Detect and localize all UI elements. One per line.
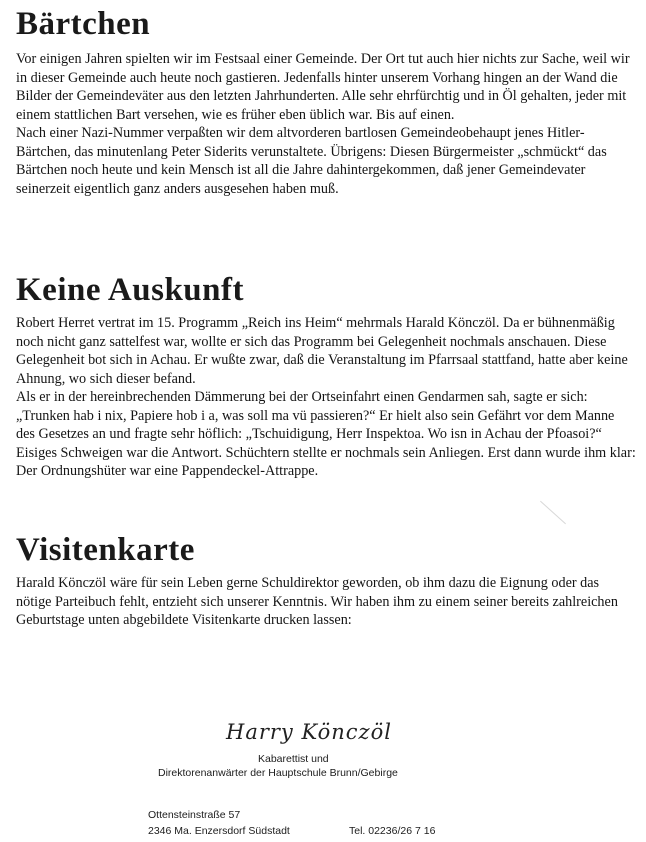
card-city: 2346 Ma. Enzersdorf Südstadt [148, 825, 290, 837]
scan-artifact-line [540, 501, 566, 524]
card-role-line-2: Direktorenanwärter der Hauptschule Brunn/Gebirge [158, 767, 398, 779]
paragraph: Nach einer Nazi-Nummer verpaßten wir dem altvorderen bartlosen Gemeindeobehaupt jenes Hitler-Bärtchen, das minutenlang Peter Siderits verunstaltete. Übrigens: Diesen Bürgermeister „schmückt“ das Bärtchen noch heute und kein Mensch ist all die Jahre dahintergekommen, daß jener Gemeindevater seinerzeit eigentlich ganz anders ausgesehen haben muß. [16, 125, 607, 197]
paragraph: Harald Könczöl wäre für sein Leben gerne Schuldirektor geworden, ob ihm dazu die Eignung oder das nötige Parteibuch fehlt, entzieht sich unserer Kenntnis. Wir haben ihm zu einem seiner bereits zahlreichen Geburtstage unten abgebildete Visitenkarte drucken lassen: [16, 575, 618, 628]
paragraph: Als er in der hereinbrechenden Dämmerung bei der Ortseinfahrt einen Gendarmen sah, sagte er sich: „Trunken hab i nix, Papiere hob i a, was soll ma vü passieren?“ Er hielt also sein Gefährt vor dem Manne des Gesetzes an und fragte sehr höflich: „Tschuidigung, Herr Inspektoa. Wo isn in Achau der Pfoasoi?“ Eisiges Schweigen war die Antwort. Schüchtern stellte er nochmals sein Anliegen. Erst dann wurde ihm klar: Der Ordnungshüter war eine Pappendeckel-Attrappe. [16, 389, 636, 479]
card-role-line-1: Kabarettist und [258, 753, 329, 765]
handwritten-signature: Harry Könczöl [226, 720, 392, 744]
card-phone: Tel. 02236/26 7 16 [349, 825, 436, 837]
section-body [16, 314, 636, 481]
card-street: Ottensteinstraße 57 [148, 809, 241, 821]
section-visitenkarte [16, 532, 636, 630]
paragraph: Robert Herret vertrat im 15. Programm „Reich ins Heim“ mehrmals Harald Könczöl. Da er bühnenmäßig noch nicht ganz sattelfest war, wollte er sich das Programm bei Gelegenheit nochmals anschauen. Diese Gelegenheit bot sich in Achau. Er wußte zwar, daß die Veranstaltung im Pfarrsaal stattfand, hatte aber keine Ahnung, wo sich dieser befand. [16, 315, 628, 387]
section-title: Visitenkarte [16, 532, 195, 568]
section-baertchen [16, 6, 636, 198]
section-body [16, 574, 636, 630]
section-keine-auskunft [16, 272, 636, 481]
section-title: Keine Auskunft [16, 272, 244, 308]
section-body [16, 50, 636, 198]
section-title: Bärtchen [16, 6, 151, 42]
business-card [0, 708, 646, 842]
paragraph: Vor einigen Jahren spielten wir im Festsaal einer Gemeinde. Der Ort tut auch hier nichts zur Sache, weil wir in dieser Gemeinde auch heute noch gastieren. Jedenfalls hinter unserem Vorhang hingen an der Wand die Bilder der Gemeindeväter aus den letzten Jahrhunderten. Alle sehr ehrfürchtig und in Öl gehalten, jeder mit einem stattlichen Bart versehen, wie es früher eben üblich war. Bis auf einen. [16, 51, 630, 123]
